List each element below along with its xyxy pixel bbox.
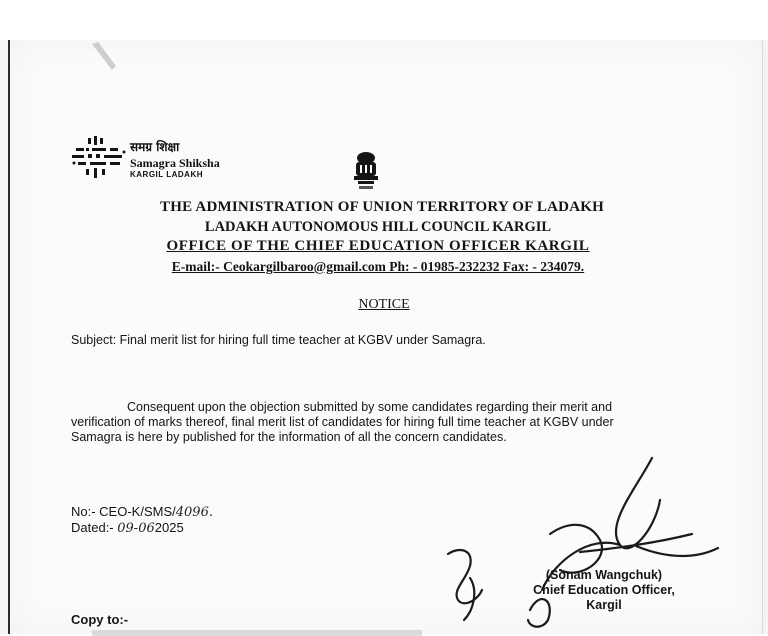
samagra-shiksha-logo bbox=[72, 136, 242, 182]
reference-handwritten-number: 4096. bbox=[175, 505, 213, 520]
signatory-title: Chief Education Officer, bbox=[533, 583, 675, 597]
date-printed: 2025 bbox=[154, 520, 184, 535]
copy-to-heading: Copy to:- bbox=[71, 612, 129, 627]
subject-line: Subject: Final merit list for hiring full time teacher at KGBV under Samagra. bbox=[71, 333, 486, 347]
cut-off-text-line bbox=[92, 630, 422, 636]
logo-english-text: Samagra Shiksha bbox=[130, 156, 220, 170]
top-margin bbox=[0, 0, 768, 40]
date-line bbox=[71, 520, 184, 536]
header-office: OFFICE OF THE CHIEF EDUCATION OFFICER KARGIL bbox=[166, 238, 590, 254]
date-handwritten: 09-06 bbox=[117, 521, 155, 536]
signatory-place: Kargil bbox=[586, 598, 622, 612]
signatory-name: (Sonam Wangchuk) bbox=[545, 568, 663, 582]
smudge-mark bbox=[86, 40, 126, 80]
national-emblem-icon bbox=[346, 150, 386, 192]
logo-hindi-text: समग्र शिक्षा bbox=[130, 140, 180, 154]
reference-number bbox=[71, 504, 213, 520]
notice-title: NOTICE bbox=[358, 297, 410, 312]
date-label: Dated:- bbox=[71, 520, 114, 535]
body-line-1: Consequent upon the objection submitted by some candidates regarding their merit and bbox=[127, 400, 613, 414]
body-line-2: verification of marks thereof, final merit list of candidates for hiring full time teacher at KGBV under bbox=[71, 415, 614, 429]
header-contact: E-mail:- Ceokargilbaroo@gmail.com Ph: - 01985-232232 Fax: - 234079. bbox=[171, 259, 585, 274]
header-administration: THE ADMINISTRATION OF UNION TERRITORY OF LADAKH bbox=[160, 199, 604, 215]
body-line-3: Samagra is here by published for the information of all the concern candidates. bbox=[71, 430, 507, 444]
reference-label: No:- CEO-K/SMS/ bbox=[71, 504, 176, 519]
signatory-block bbox=[514, 568, 694, 613]
notice-body bbox=[71, 400, 691, 445]
header-council: LADAKH AUTONOMOUS HILL COUNCIL KARGIL bbox=[204, 219, 552, 235]
logo-subtitle: KARGIL LADAKH bbox=[130, 170, 204, 179]
samagra-shiksha-logo-icon bbox=[72, 136, 128, 182]
